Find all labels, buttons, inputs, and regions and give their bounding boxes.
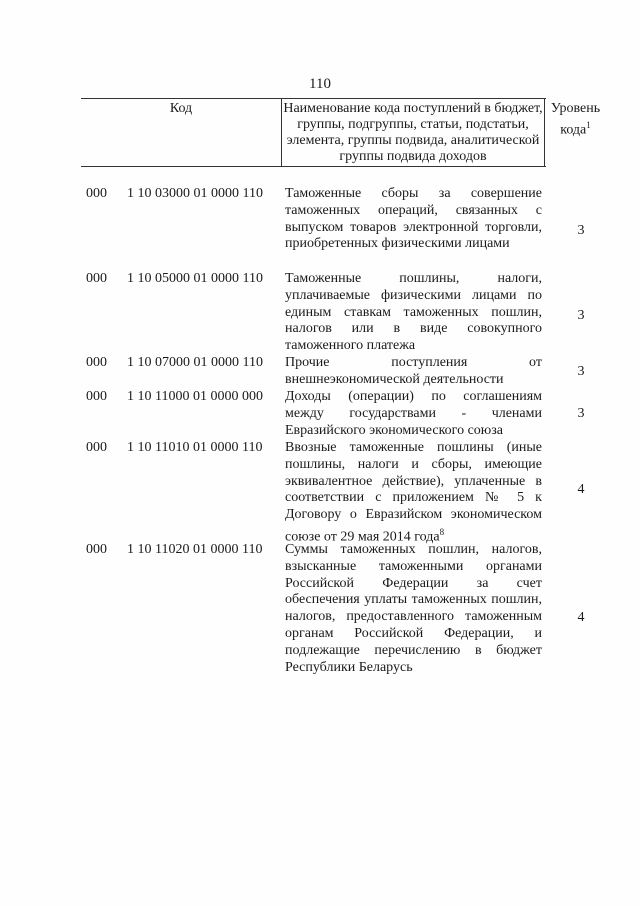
row-level: 3 [577,364,585,379]
row-name [285,440,542,546]
row-name-text: Ввозные таможенные пошлины (иные пошлины, налоги и сборы, имеющие эквивалентное действие), уплаченные в соответствии с приложением № 5 к Договору о Евразийском экономическом союзе от 29 мая 2014 года [285,440,542,545]
row-name: Таможенные пошлины, налоги, уплачиваемые физическими лицами по единым ставкам таможенных пошлин, налогов или в виде совокупного таможенного платежа [285,271,542,354]
row-prefix: 000 [86,355,107,370]
row-prefix: 000 [86,542,107,557]
row-code: 1 10 11020 01 0000 110 [127,542,263,557]
page-number: 110 [309,76,331,92]
row-code: 1 10 05000 01 0000 110 [127,271,263,286]
row-prefix: 000 [86,186,107,201]
row-level: 3 [577,308,585,323]
row-level: 4 [577,610,585,625]
row-name: Таможенные сборы за совершение таможенных операций, связанных с выпуском товаров электронной торговли, приобретенных физическими лицами [285,186,542,252]
row-name: Суммы таможенных пошлин, налогов, взысканные таможенными органами Российской Федерации за счет обеспечения уплаты таможенных пошлин, налогов, предоставленного таможенным органам Российской Федерации, и подлежащие перечислению в бюджет Республики Беларусь [285,542,542,675]
header-name: Наименование кода поступлений в бюджет, группы, подгруппы, статьи, подстатьи, элемента, группы подвида, аналитической группы подвида доходов [281,99,544,166]
row-prefix: 000 [86,440,107,455]
row-name-footnote: 8 [439,526,445,537]
row-code: 1 10 11010 01 0000 110 [127,440,263,455]
row-prefix: 000 [86,389,107,404]
row-code: 1 10 11000 01 0000 000 [127,389,263,404]
row-level: 3 [577,223,585,238]
header-level-label: Уровень кода [550,101,601,138]
row-name: Прочие поступления от внешнеэкономической деятельности [285,355,542,387]
header-code: Код [169,101,193,116]
row-code: 1 10 07000 01 0000 110 [127,355,263,370]
row-level: 4 [577,482,585,497]
header-level-footnote: 1 [586,120,591,130]
row-code: 1 10 03000 01 0000 110 [127,186,263,201]
row-name: Доходы (операции) по соглашениям между государствами - членами Евразийского экономического союза [285,389,542,438]
row-prefix: 000 [86,271,107,286]
header-level [544,99,606,166]
table-header [81,98,601,167]
row-level: 3 [577,406,585,421]
